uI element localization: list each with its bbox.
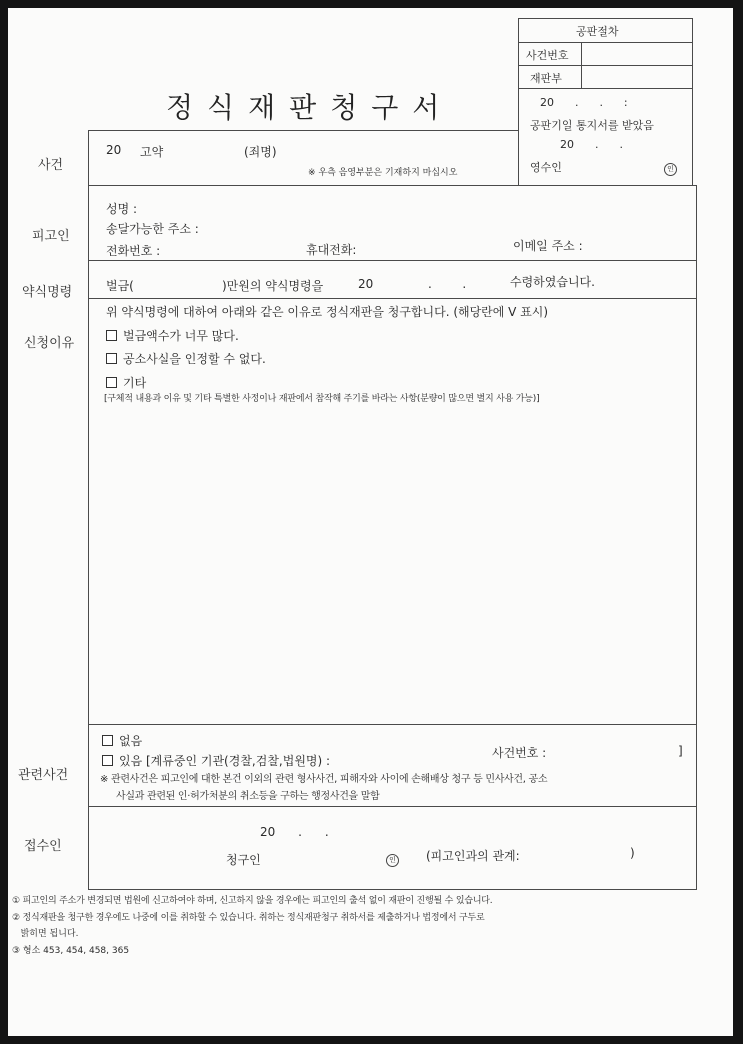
hearing-date: 20 . . :	[540, 96, 628, 109]
related-note-line-2: 사실과 관련된 인·허가처분의 취소등을 구하는 행정사건을 말함	[116, 791, 380, 802]
receipt-date[interactable]: 20 . .	[260, 825, 329, 839]
related-note-line-1: ※ 관련사건은 피고인에 대한 본건 이외의 관련 형사사건, 피해자와 사이에 손해배상 청구 등 민사사건, 공소	[100, 774, 548, 785]
case-type: 고약	[140, 145, 164, 159]
reason-detail-note: [구체적 내용과 이유 및 기타 특별한 사정이나 재판에서 참작해 주기를 바라는 사항(분량이 많으면 별지 사용 가능)]	[104, 394, 540, 404]
reason-option-other[interactable]: 기타	[106, 374, 146, 391]
reason-detail-area[interactable]	[98, 408, 688, 718]
checkbox[interactable]	[106, 353, 117, 364]
footnote-1: ① 피고인의 주소가 변경되면 법원에 신고하여야 하며, 신고하지 않을 경우에는 피고인의 출석 없이 재판이 진행될 수 있습니다.	[12, 896, 493, 906]
defendant-mobile-label[interactable]: 휴대전화:	[306, 243, 357, 257]
fine-open: 벌금(	[106, 279, 134, 293]
receipt-label: 접수인	[24, 839, 62, 854]
case-label: 사건	[38, 158, 64, 173]
receiver-seal: 인	[664, 159, 677, 178]
checkbox[interactable]	[102, 735, 113, 746]
page-title: 정식재판청구서	[166, 91, 454, 124]
reason-option-excessive-fine[interactable]: 벌금액수가 너무 많다.	[106, 327, 239, 344]
fine-close: )만원의 약식명령을	[222, 279, 324, 293]
defendant-name-label[interactable]: 성명 :	[106, 202, 138, 216]
claimant-seal[interactable]: 인	[386, 850, 399, 869]
reason-option-dispute-facts[interactable]: 공소사실을 인정할 수 없다.	[106, 350, 266, 367]
claimant-label: 청구인	[226, 853, 261, 867]
division-label: 재판부	[530, 72, 562, 85]
reason-intro: 위 약식명령에 대하여 아래와 같은 이유로 정식재판을 청구합니다. (해당란에 V 표시)	[106, 305, 549, 319]
case-number-field[interactable]	[584, 44, 688, 64]
defendant-label: 피고인	[32, 229, 70, 244]
footnote-3: 밝히면 됩니다.	[12, 929, 79, 939]
order-received-text: 수령하였습니다.	[510, 275, 595, 289]
checkbox[interactable]	[106, 330, 117, 341]
case-number-label: 사건번호	[526, 49, 569, 62]
hearing-notice-text: 공판기일 통지서를 받았음	[530, 119, 654, 132]
receiver-label: 영수인	[530, 161, 562, 174]
shaded-area-note: ※ 우측 음영부분은 기재하지 마십시오	[308, 168, 458, 178]
defendant-phone-label[interactable]: 전화번호 :	[106, 244, 161, 258]
division-field[interactable]	[584, 67, 688, 87]
defendant-email-label[interactable]: 이메일 주소 :	[513, 239, 583, 253]
checkbox[interactable]	[102, 755, 113, 766]
footnote-4: ③ 형소 453, 454, 458, 365	[12, 946, 130, 956]
relation-label[interactable]: (피고인과의 관계:	[426, 849, 520, 863]
reason-label: 신청이유	[24, 336, 75, 351]
related-case-number-label[interactable]: 사건번호 :	[492, 746, 547, 760]
court-procedure-header: 공판절차	[576, 25, 619, 38]
summary-order-label: 약식명령	[22, 285, 73, 300]
related-close-bracket: ]	[678, 744, 683, 758]
footnote-2: ② 정식재판을 청구한 경우에도 나중에 이를 취하할 수 있습니다. 취하는 정식재판청구 취하서를 제출하거나 법정에서 구두로	[12, 913, 485, 923]
related-exists-option[interactable]: 있음 [계류중인 기관(경찰,검찰,법원명) :	[102, 752, 330, 769]
defendant-address-label[interactable]: 송달가능한 주소 :	[106, 222, 199, 236]
case-year: 20	[106, 143, 122, 157]
related-none-option[interactable]: 없음	[102, 732, 142, 749]
notice-date: 20 . .	[560, 138, 623, 151]
checkbox[interactable]	[106, 377, 117, 388]
fine-amount-field[interactable]	[148, 275, 220, 293]
crime-name[interactable]: (죄명)	[244, 145, 277, 159]
relation-close: )	[630, 846, 635, 860]
order-year: 20	[358, 277, 374, 291]
document-page	[8, 8, 733, 1036]
related-case-label: 관련사건	[18, 768, 69, 783]
order-date-dots[interactable]: . .	[428, 277, 467, 291]
